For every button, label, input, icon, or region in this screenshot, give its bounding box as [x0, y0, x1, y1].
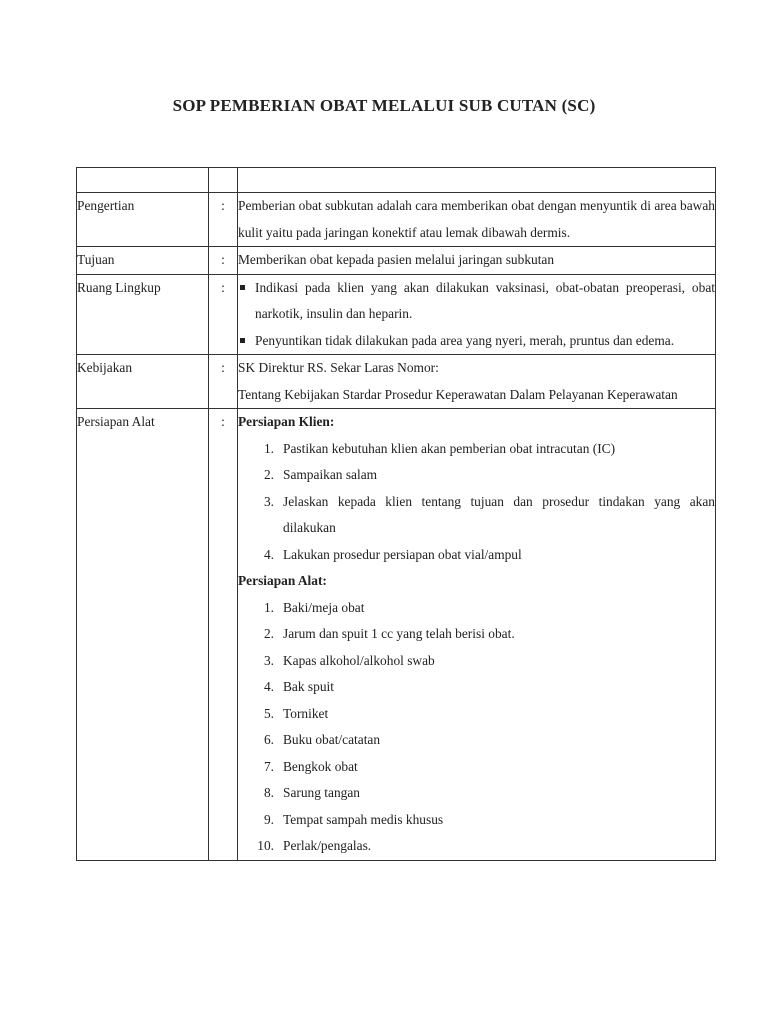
item-number: 3. [263, 493, 274, 509]
list-item [238, 727, 715, 754]
kebijakan-content [238, 355, 716, 409]
item-text: Tempat sampah medis khusus [283, 811, 444, 827]
list-item [238, 436, 715, 463]
item-text: Perlak/pengalas. [283, 838, 372, 853]
sop-table [76, 167, 716, 861]
table-header-row [77, 168, 716, 193]
pengertian-text: Pemberian obat subkutan adalah cara memberikan obat dengan menyuntik di area bawah kulit yaitu pada jaringan konektif atau lemak dibawah dermis. [238, 193, 716, 247]
row-ruang-lingkup [77, 274, 716, 355]
row-label: Ruang Lingkup [77, 274, 209, 355]
kebijakan-line: SK Direktur RS. Sekar Laras Nomor: [238, 360, 439, 375]
row-label: Tujuan [77, 247, 209, 275]
list-item [238, 542, 715, 569]
list-item [238, 489, 715, 542]
item-text: Baki/meja obat [283, 599, 365, 615]
item-number: 8. [263, 785, 274, 800]
row-persiapan-alat [77, 409, 716, 861]
item-number: 2. [263, 467, 274, 482]
empty-cell [209, 168, 238, 193]
row-label: Pengertian [77, 193, 209, 247]
row-separator: : [209, 409, 238, 861]
list-item [238, 462, 715, 489]
row-separator: : [209, 274, 238, 355]
row-kebijakan [77, 355, 716, 409]
item-text: Bak spuit [283, 679, 334, 694]
item-text: Pastikan kebutuhan klien akan pemberian obat intracutan (IC) [283, 440, 616, 456]
empty-cell [238, 168, 716, 193]
item-number: 2. [263, 626, 274, 641]
persiapan-klien-list [238, 436, 715, 569]
row-separator: : [209, 193, 238, 247]
ruang-lingkup-list [238, 275, 715, 355]
list-item [238, 648, 715, 675]
row-tujuan [77, 247, 716, 275]
row-separator: : [209, 247, 238, 275]
item-text: Bengkok obat [283, 758, 358, 774]
item-text: Buku obat/catatan [283, 732, 381, 747]
row-pengertian [77, 193, 716, 247]
item-text: Sampaikan salam [283, 467, 378, 482]
tujuan-text: Memberikan obat kepada pasien melalui jaringan subkutan [238, 247, 716, 275]
list-item [238, 674, 715, 701]
persiapan-alat-list [238, 595, 715, 860]
item-number: 4. [263, 679, 274, 694]
persiapan-content [238, 409, 716, 861]
item-number: 7. [263, 758, 274, 774]
item-text: Lakukan prosedur persiapan obat vial/ampul [283, 546, 522, 562]
list-item: Penyuntikan tidak dilakukan pada area yang nyeri, merah, pruntus dan edema. [238, 328, 715, 355]
ruang-lingkup-content [238, 274, 716, 355]
item-text: Kapas alkohol/alkohol swab [283, 652, 435, 668]
item-number: 10. [257, 838, 274, 853]
item-number: 4. [263, 546, 274, 562]
list-item [238, 701, 715, 728]
list-item [238, 780, 715, 807]
item-text: Sarung tangan [283, 785, 360, 800]
item-number: 1. [263, 599, 274, 615]
persiapan-klien-heading: Persiapan Klien: [238, 414, 335, 429]
empty-cell [77, 168, 209, 193]
item-number: 9. [263, 811, 274, 827]
item-text: Torniket [283, 705, 329, 721]
item-number: 3. [263, 652, 274, 668]
kebijakan-line: Tentang Kebijakan Stardar Prosedur Keperawatan Dalam Pelayanan Keperawatan [238, 386, 678, 402]
row-separator: : [209, 355, 238, 409]
list-item [238, 595, 715, 622]
item-number: 5. [263, 705, 274, 721]
list-item: Indikasi pada klien yang akan dilakukan vaksinasi, obat-obatan preoperasi, obat narkotik, insulin dan heparin. [238, 275, 715, 328]
list-item [238, 807, 715, 834]
document-title: SOP PEMBERIAN OBAT MELALUI SUB CUTAN (SC) [172, 96, 596, 115]
item-text: Jarum dan spuit 1 cc yang telah berisi obat. [283, 626, 515, 641]
row-label: Kebijakan [77, 355, 209, 409]
row-label: Persiapan Alat [77, 409, 209, 861]
list-item [238, 621, 715, 648]
item-number: 6. [263, 732, 274, 747]
list-item [238, 754, 715, 781]
item-number: 1. [263, 440, 274, 456]
item-text: Jelaskan kepada klien tentang tujuan dan prosedur tindakan yang akan dilakukan [283, 493, 715, 535]
persiapan-alat-heading: Persiapan Alat: [238, 573, 327, 588]
list-item [238, 833, 715, 860]
